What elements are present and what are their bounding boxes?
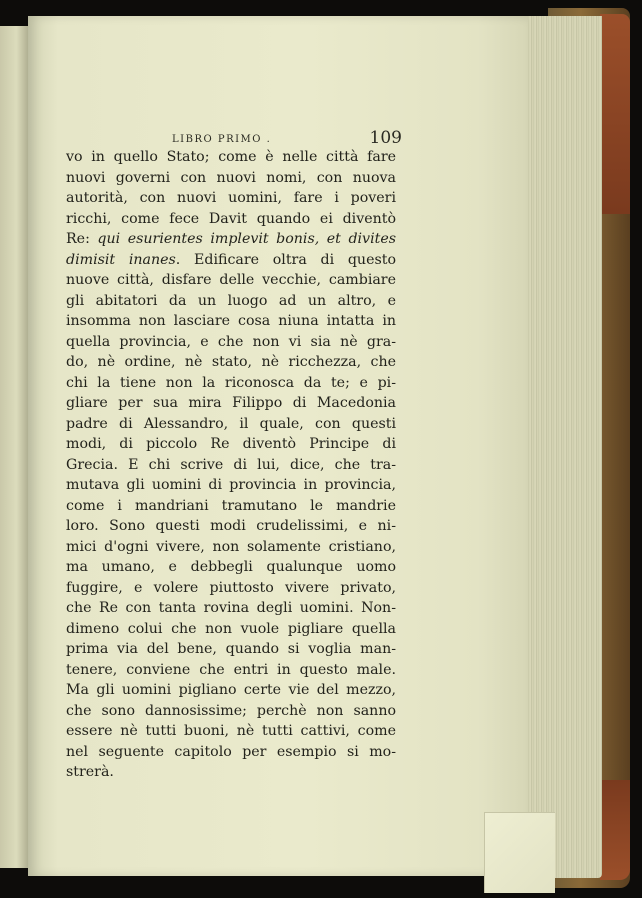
text-line	[66, 762, 396, 783]
text-line	[66, 188, 396, 209]
text-line	[66, 311, 396, 332]
text-line	[66, 291, 396, 312]
cover-edge-bottom	[600, 780, 630, 880]
text-segment: chi la tiene non la riconosca da te; e pi-	[66, 374, 396, 391]
text-segment: modi, di piccolo Re diventò Principe di	[66, 436, 396, 452]
text-line	[66, 496, 396, 517]
text-line	[66, 147, 396, 168]
text-segment: do, nè ordine, nè stato, nè ricchezza, che	[66, 354, 396, 370]
text-line	[66, 250, 396, 271]
text-segment: gliare per sua mira Filippo di Macedonia	[66, 395, 396, 411]
running-title: LIBRO PRIMO .	[172, 134, 272, 145]
text-line	[66, 701, 396, 722]
text-segment: gli abitatori da un luogo ad un altro, e	[66, 292, 396, 309]
text-line	[66, 393, 396, 414]
text-line	[66, 742, 396, 763]
body-text	[66, 147, 396, 783]
text-segment: ma umano, e debbegli qualunque uomo	[66, 559, 396, 575]
text-segment: dimeno colui che non vuole pigliare quella	[66, 620, 396, 637]
text-segment: Re:	[66, 231, 98, 247]
text-segment: prima via del bene, quando si voglia man-	[66, 641, 396, 657]
text-segment: quella provincia, e che non vi sia nè gra-	[66, 333, 396, 350]
text-segment: Ma gli uomini pigliano certe vie del mezzo,	[66, 682, 396, 698]
text-segment: che Re con tanta rovina degli uomini. Non-	[66, 600, 396, 616]
text-segment: che sono dannosissime; perchè non sanno	[66, 702, 396, 719]
text-segment: nuovi governi con nuovi nomi, con nuova	[66, 169, 396, 186]
text-line	[66, 414, 396, 435]
text-line	[66, 209, 396, 230]
text-line	[66, 680, 396, 701]
text-segment: nel seguente capitolo per esempio si mo-	[66, 743, 396, 760]
text-line	[66, 578, 396, 599]
text-segment: nuove città, disfare delle vecchie, cambiare	[66, 272, 396, 288]
text-line	[66, 516, 396, 537]
text-line	[66, 639, 396, 660]
text-segment: essere nè tutti buoni, nè tutti cattivi, come	[66, 723, 396, 739]
text-segment: Grecia. E chi scrive di lui, dice, che tra-	[66, 456, 396, 473]
text-segment: ricchi, come fece Davit quando ei diventò	[66, 210, 396, 227]
facing-page	[0, 26, 30, 868]
folded-corner	[484, 812, 555, 893]
text-segment: mutava gli uomini di provincia in provincia,	[66, 477, 396, 493]
italic-text: qui esurientes implevit bonis, et divites	[97, 231, 396, 247]
text-line	[66, 332, 396, 353]
text-segment: vo in quello Stato; come è nelle città fare	[66, 149, 396, 165]
text-segment: padre di Alessandro, il quale, con questi	[66, 415, 396, 432]
text-segment: insomma non lasciare cosa niuna intatta in	[66, 313, 396, 329]
cover-edge-top	[600, 14, 630, 214]
text-segment: tenere, conviene che entri in questo male.	[66, 661, 396, 678]
text-line	[66, 270, 396, 291]
text-segment: strerà.	[66, 764, 114, 780]
text-segment: fuggire, e volere piuttosto vivere privato,	[66, 579, 396, 596]
text-line	[66, 537, 396, 558]
text-line	[66, 660, 396, 681]
page-number: 109	[369, 128, 402, 148]
text-line	[66, 168, 396, 189]
text-line	[66, 373, 396, 394]
italic-text: dimisit inanes	[66, 251, 176, 268]
text-segment: loro. Sono questi modi crudelissimi, e ni-	[66, 518, 396, 534]
text-line	[66, 475, 396, 496]
text-line	[66, 598, 396, 619]
text-segment: mici d'ogni vivere, non solamente cristiano,	[66, 538, 396, 555]
text-segment: . Edificare oltra di questo	[175, 251, 396, 268]
text-segment: come i mandriani tramutano le mandrie	[66, 497, 396, 514]
text-segment: autorità, con nuovi uomini, fare i poveri	[66, 190, 396, 206]
text-line	[66, 619, 396, 640]
text-line	[66, 557, 396, 578]
text-line	[66, 455, 396, 476]
text-line	[66, 229, 396, 250]
text-line	[66, 434, 396, 455]
text-line	[66, 352, 396, 373]
text-line	[66, 721, 396, 742]
